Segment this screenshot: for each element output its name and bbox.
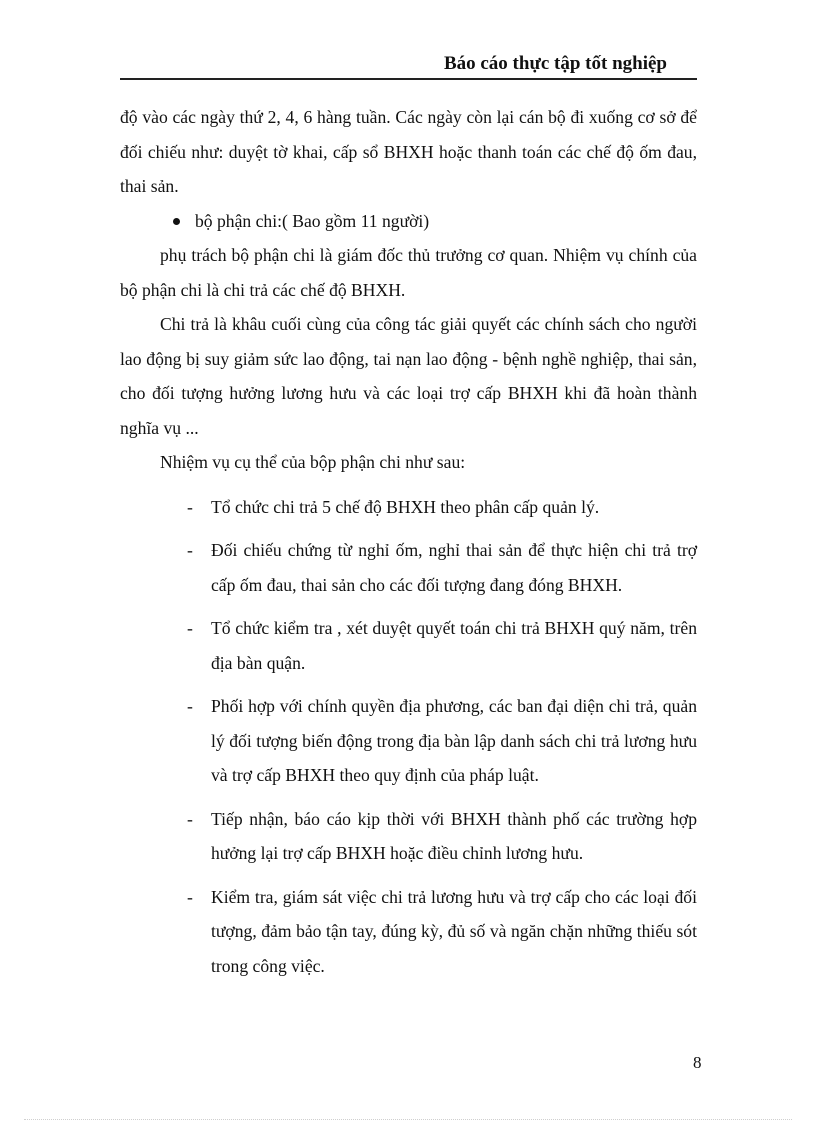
task-item: [120, 611, 697, 680]
task-item-text: Tổ chức chi trả 5 chế độ BHXH theo phân cấp quản lý.: [211, 496, 600, 517]
task-item-text: Phối hợp với chính quyền địa phương, các ban đại diện chi trả, quản lý đối tượng biến động trong địa bàn lập danh sách chi trả lương hưu và trợ cấp BHXH theo quy định của pháp luật.: [211, 696, 697, 785]
task-item: [120, 802, 697, 871]
section-paragraph: phụ trách bộ phận chi là giám đốc thủ trưởng cơ quan. Nhiệm vụ chính của bộ phận chi là chi trả các chế độ BHXH.: [120, 245, 697, 300]
task-item: [120, 880, 697, 984]
bullet-icon: [173, 218, 180, 225]
section-paragraph: Nhiệm vụ cụ thể của bộp phận chi như sau:: [160, 452, 466, 472]
task-item-text: Tổ chức kiểm tra , xét duyệt quyết toán chi trả BHXH quý năm, trên địa bàn quận.: [211, 618, 697, 673]
page-number: 8: [693, 1053, 702, 1072]
section-bullet: [120, 204, 697, 239]
task-item: [120, 689, 697, 793]
task-item: [120, 490, 697, 525]
task-list: [120, 490, 697, 984]
task-item-text: Đối chiếu chứng từ nghỉ ốm, nghỉ thai sản để thực hiện chi trả trợ cấp ốm đau, thai sản cho các đối tượng đang đóng BHXH.: [211, 540, 697, 595]
intro-paragraph: độ vào các ngày thứ 2, 4, 6 hàng tuần. Các ngày còn lại cán bộ đi xuống cơ sở để đối chiếu như: duyệt tờ khai, cấp sổ BHXH hoặc thanh toán các chế độ ốm đau, thai sản.: [120, 107, 697, 196]
section-paragraph: Chi trả là khâu cuối cùng của công tác giải quyết các chính sách cho người lao động bị suy giảm sức lao động, tai nạn lao động - bệnh nghề nghiệp, thai sản, cho đối tượng hưởng lương hưu và các loại trợ cấp BHXH khi đã hoàn thành nghĩa vụ ...: [120, 314, 697, 438]
page-header: [120, 50, 697, 80]
document-body: [120, 100, 697, 983]
dash-icon: -: [187, 496, 193, 517]
document-title: Báo cáo thực tập tốt nghiệp: [443, 53, 667, 74]
task-item-text: Kiểm tra, giám sát việc chi trả lương hưu và trợ cấp cho các loại đối tượng, đảm bảo tận tay, đúng kỳ, đủ số và ngăn chặn những thiếu sót trong công việc.: [211, 886, 697, 976]
task-item: [120, 533, 697, 602]
task-item-text: Tiếp nhận, báo cáo kịp thời với BHXH thành phố các trường hợp hưởng lại trợ cấp BHXH hoặc điều chỉnh lương hưu.: [211, 808, 697, 863]
dash-icon: -: [187, 540, 193, 560]
page-bottom-divider: [24, 1119, 792, 1120]
dash-icon: -: [187, 808, 193, 829]
dash-icon: -: [187, 618, 193, 638]
dash-icon: -: [187, 886, 193, 907]
section-bullet-text: bộ phận chi:( Bao gồm 11 người): [195, 210, 430, 231]
dash-icon: -: [187, 696, 193, 716]
